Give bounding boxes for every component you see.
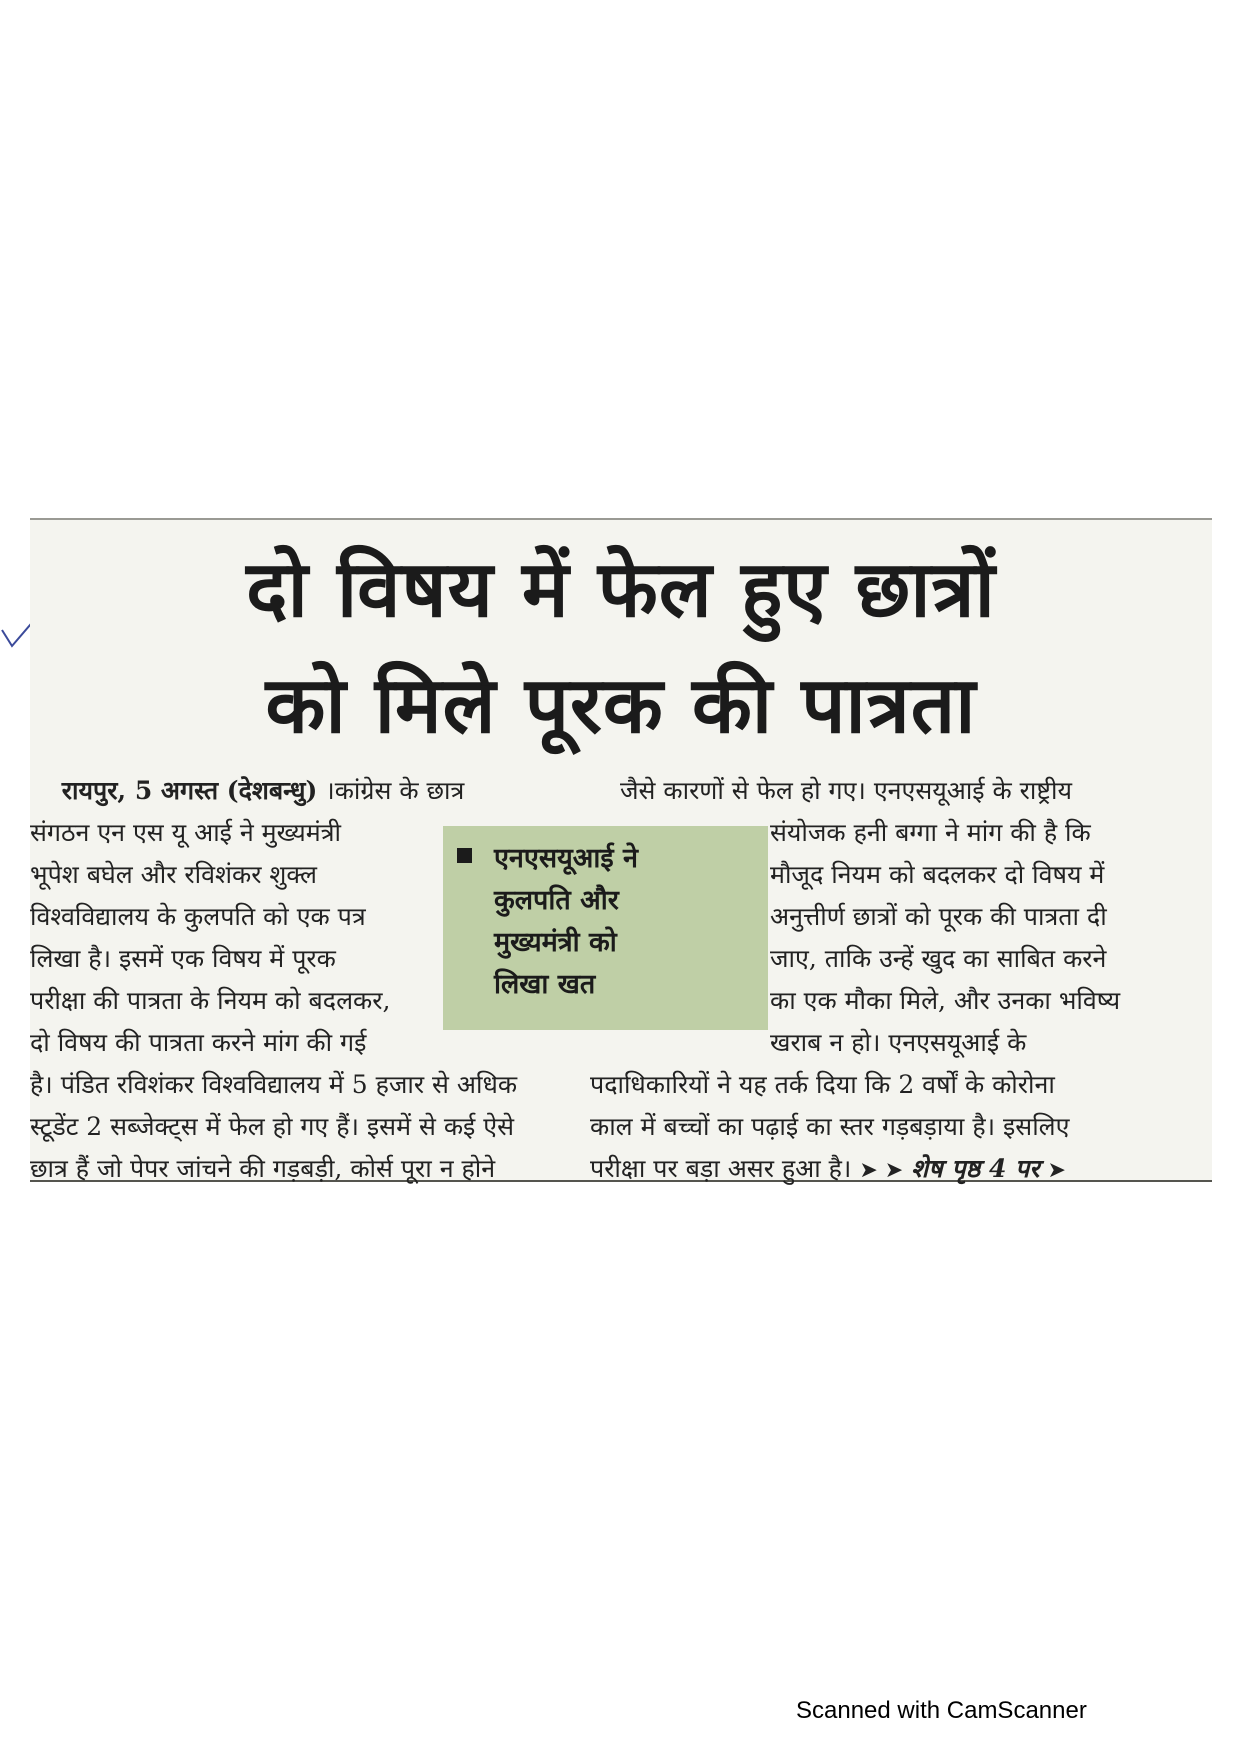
article-line: जाए, ताकि उन्हें खुद का साबित करने	[770, 944, 1107, 973]
article-line: है। पंडित रविशंकर विश्वविद्यालय में 5 हजार से अधिक	[30, 1070, 518, 1099]
dateline: रायपुर, 5 अगस्त (देशबन्धु)	[61, 776, 318, 805]
callout-line: मुख्यमंत्री को	[494, 927, 617, 958]
newspaper-clipping	[30, 518, 1212, 1182]
article-line: जैसे कारणों से फेल हो गए। एनएसयूआई के राष्ट्रीय	[620, 776, 1072, 805]
callout-box	[443, 826, 768, 1030]
callout-line	[457, 838, 758, 880]
article-line	[590, 1148, 1120, 1192]
article-line: लिखा है। इसमें एक विषय में पूरक	[30, 944, 336, 973]
article-line: मौजूद नियम को बदलकर दो विषय में	[770, 860, 1105, 889]
article-line: काल में बच्चों का पढ़ाई का स्तर गड़बड़ाया है। इसलिए	[590, 1112, 1070, 1141]
article-line: संयोजक हनी बग्गा ने मांग की है कि	[770, 818, 1091, 847]
article-line: खराब न हो। एनएसयूआई के	[770, 1028, 1027, 1057]
headline-line-2: को मिले पूरक की पात्रता	[265, 661, 977, 751]
article-line-end: परीक्षा पर बड़ा असर हुआ है।	[590, 1154, 852, 1183]
headline	[50, 532, 1192, 764]
callout-line: कुलपति और	[494, 885, 619, 916]
callout-text: एनएसयूआई ने	[494, 843, 638, 874]
watermark: Scanned with CamScanner	[796, 1697, 1087, 1724]
article-line: का एक मौका मिले, और उनका भविष्य	[770, 986, 1121, 1015]
article-line: विश्वविद्यालय के कुलपति को एक पत्र	[30, 902, 366, 931]
article-line	[30, 770, 517, 812]
article-line: पदाधिकारियों ने यह तर्क दिया कि 2 वर्षों के कोरोना	[590, 1070, 1055, 1099]
article-line: छात्र हैं जो पेपर जांचने की गड़बड़ी, कोर्स पूरा न होने	[30, 1154, 496, 1183]
right-arrow-icon: ➤	[1047, 1158, 1066, 1183]
square-bullet-icon	[457, 848, 472, 863]
article-line: भूपेश बघेल और रविशंकर शुक्ल	[30, 860, 317, 889]
headline-line-1: दो विषय में फेल हुए छात्रों	[246, 545, 996, 635]
article-line: दो विषय की पात्रता करने मांग की गई	[30, 1028, 367, 1057]
article-line: अनुत्तीर्ण छात्रों को पूरक की पात्रता दी	[770, 902, 1107, 931]
continued-on-page: शेष पृष्ठ 4 पर	[911, 1154, 1040, 1183]
article-line: संगठन एन एस यू आई ने मुख्यमंत्री	[30, 818, 341, 847]
article-line: परीक्षा की पात्रता के नियम को बदलकर,	[30, 986, 391, 1015]
article-line: ।कांग्रेस के छात्र	[325, 776, 465, 805]
right-arrow-icon: ➤ ➤	[859, 1158, 904, 1183]
callout-line: लिखा खत	[494, 969, 596, 1000]
article-line: स्टूडेंट 2 सब्जेक्ट्स में फेल हो गए हैं। इसमें से कई ऐसे	[30, 1112, 514, 1141]
